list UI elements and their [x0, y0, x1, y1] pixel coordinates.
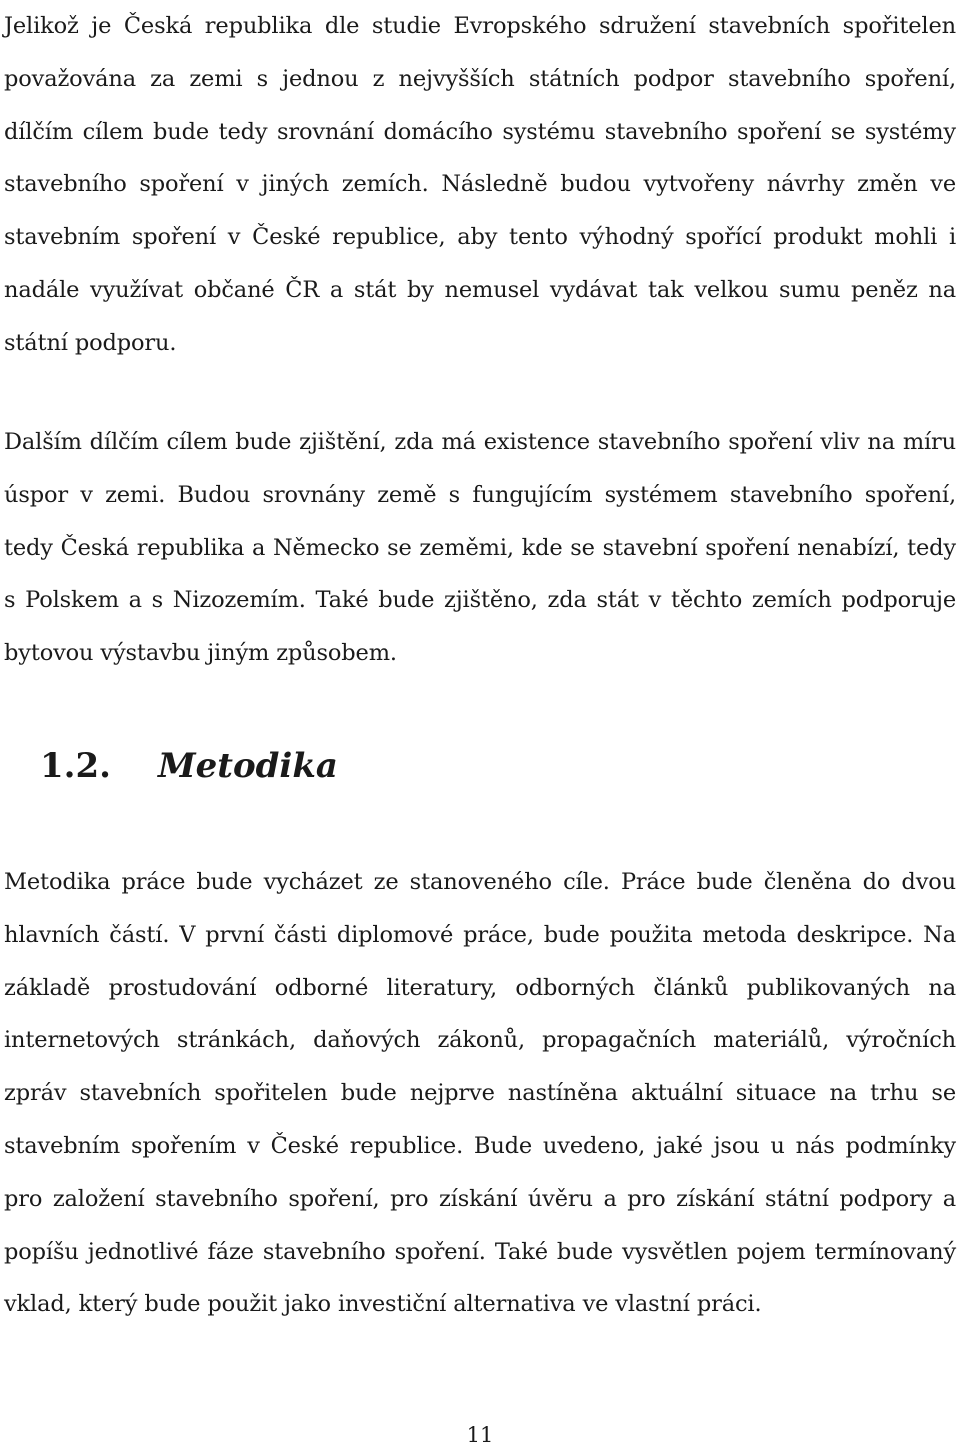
paragraph-goals: Jelikož je Česká republika dle studie Evropského sdružení stavebních spořitelen považována za zemi s jednou z nejvyšších státních podpor stavebního spoření, dílčím cílem bude tedy srovnání domácího systému stavebního spoření se systémy stavebního spoření v jiných zemích. Následně budou vytvořeny návrhy změn ve stavebním spoření v České republice, aby tento výhodný spořící produkt mohli i nadále využívat občané ČR a stát by nemusel vydávat tak velkou sumu peněz na státní podporu. — [4, 13, 956, 356]
section-number: 1.2. — [40, 746, 111, 786]
paragraph-methodology: Metodika práce bude vycházet ze stanoveného cíle. Práce bude členěna do dvou hlavních částí. V první části diplomové práce, bude použita metoda deskripce. Na základě prostudování odborné literatury, odborných článků publikovaných na internetových stránkách, daňových zákonů, propagačních materiálů, výročních zpráv stavebních spořitelen bude nejprve nastíněna aktuální situace na trhu se stavebním spořením v České republice. Bude uvedeno, jaké jsou u nás podmínky pro založení stavebního spoření, pro získání úvěru a pro získání státní podpory a popíšu jednotlivé fáze stavebního spoření. Také bude vysvětlen pojem termínovaný vklad, který bude použit jako investiční alternativa ve vlastní práci. — [4, 869, 956, 1318]
section-title: Metodika — [158, 746, 338, 786]
section-heading — [40, 738, 338, 794]
page-number: 11 — [466, 1423, 494, 1447]
paragraph-savings-comparison: Dalším dílčím cílem bude zjištění, zda má existence stavebního spoření vliv na míru úspor v zemi. Budou srovnány země s fungujícím systémem stavebního spoření, tedy Česká republika a Německo se zeměmi, kde se stavební spoření nenabízí, tedy s Polskem a s Nizozemím. Také bude zjištěno, zda stát v těchto zemích podporuje bytovou výstavbu jiným způsobem. — [4, 429, 956, 667]
